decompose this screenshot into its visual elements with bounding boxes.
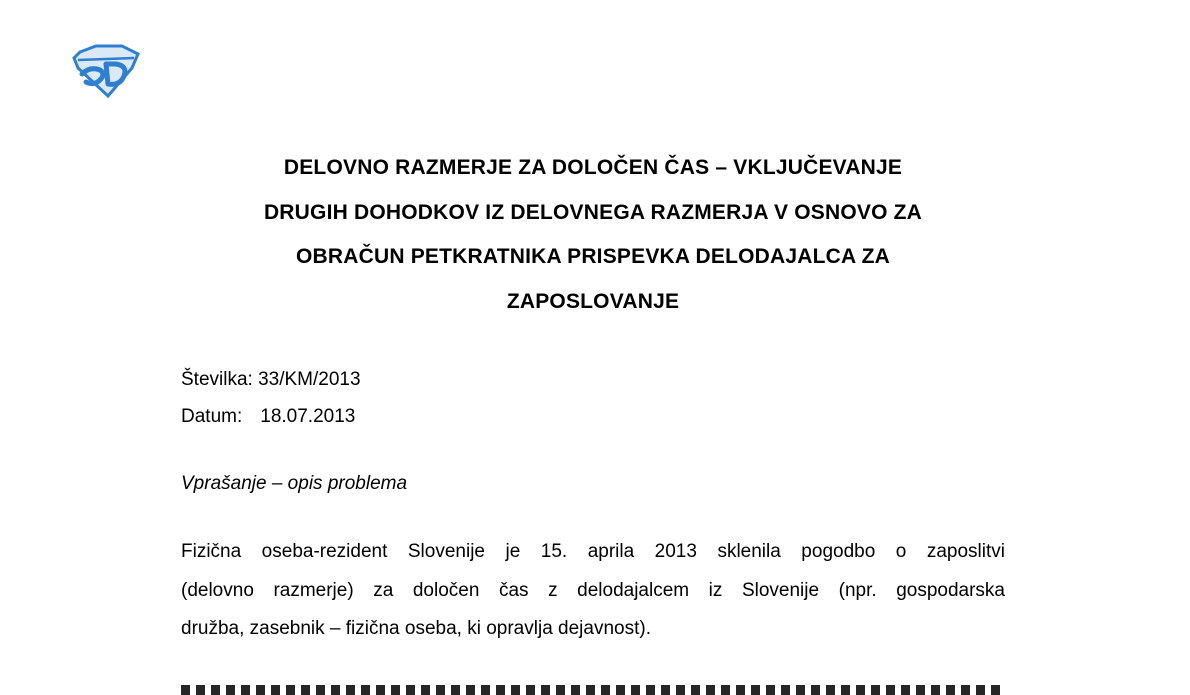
title-line: DRUGIH DOHODKOV IZ DELOVNEGA RAZMERJA V OSNOVO ZA — [263, 200, 923, 224]
document-title — [150, 146, 1036, 324]
document-meta — [181, 361, 361, 435]
body-paragraph — [181, 533, 1005, 649]
title-line: ZAPOSLOVANJE — [506, 289, 680, 313]
paragraph-line: Fizična oseba-rezident Slovenije je 15. aprila 2013 sklenila pogodbo o zaposlitvi — [181, 541, 1005, 562]
date-value: 18.07.2013 — [260, 406, 356, 427]
cut-off-text-line — [181, 685, 1005, 695]
cut-off-paragraph — [181, 685, 1005, 695]
number-row — [181, 361, 361, 398]
date-row — [181, 398, 361, 435]
sd-logo-icon — [70, 44, 142, 98]
number-label: Številka: — [181, 369, 253, 390]
title-line: DELOVNO RAZMERJE ZA DOLOČEN ČAS – VKLJUČEVANJE — [283, 156, 903, 179]
paragraph-line: družba, zasebnik – fizična oseba, ki opravlja dejavnost). — [181, 618, 651, 639]
date-label: Datum: — [181, 406, 243, 427]
paragraph-line: (delovno razmerje) za določen čas z delodajalcem iz Slovenije (npr. gospodarska — [181, 579, 1005, 601]
section-heading: Vprašanje – opis problema — [181, 473, 408, 494]
number-value: 33/KM/2013 — [258, 369, 361, 390]
title-line: OBRAČUN PETKRATNIKA PRISPEVKA DELODAJALCA ZA — [295, 245, 891, 268]
